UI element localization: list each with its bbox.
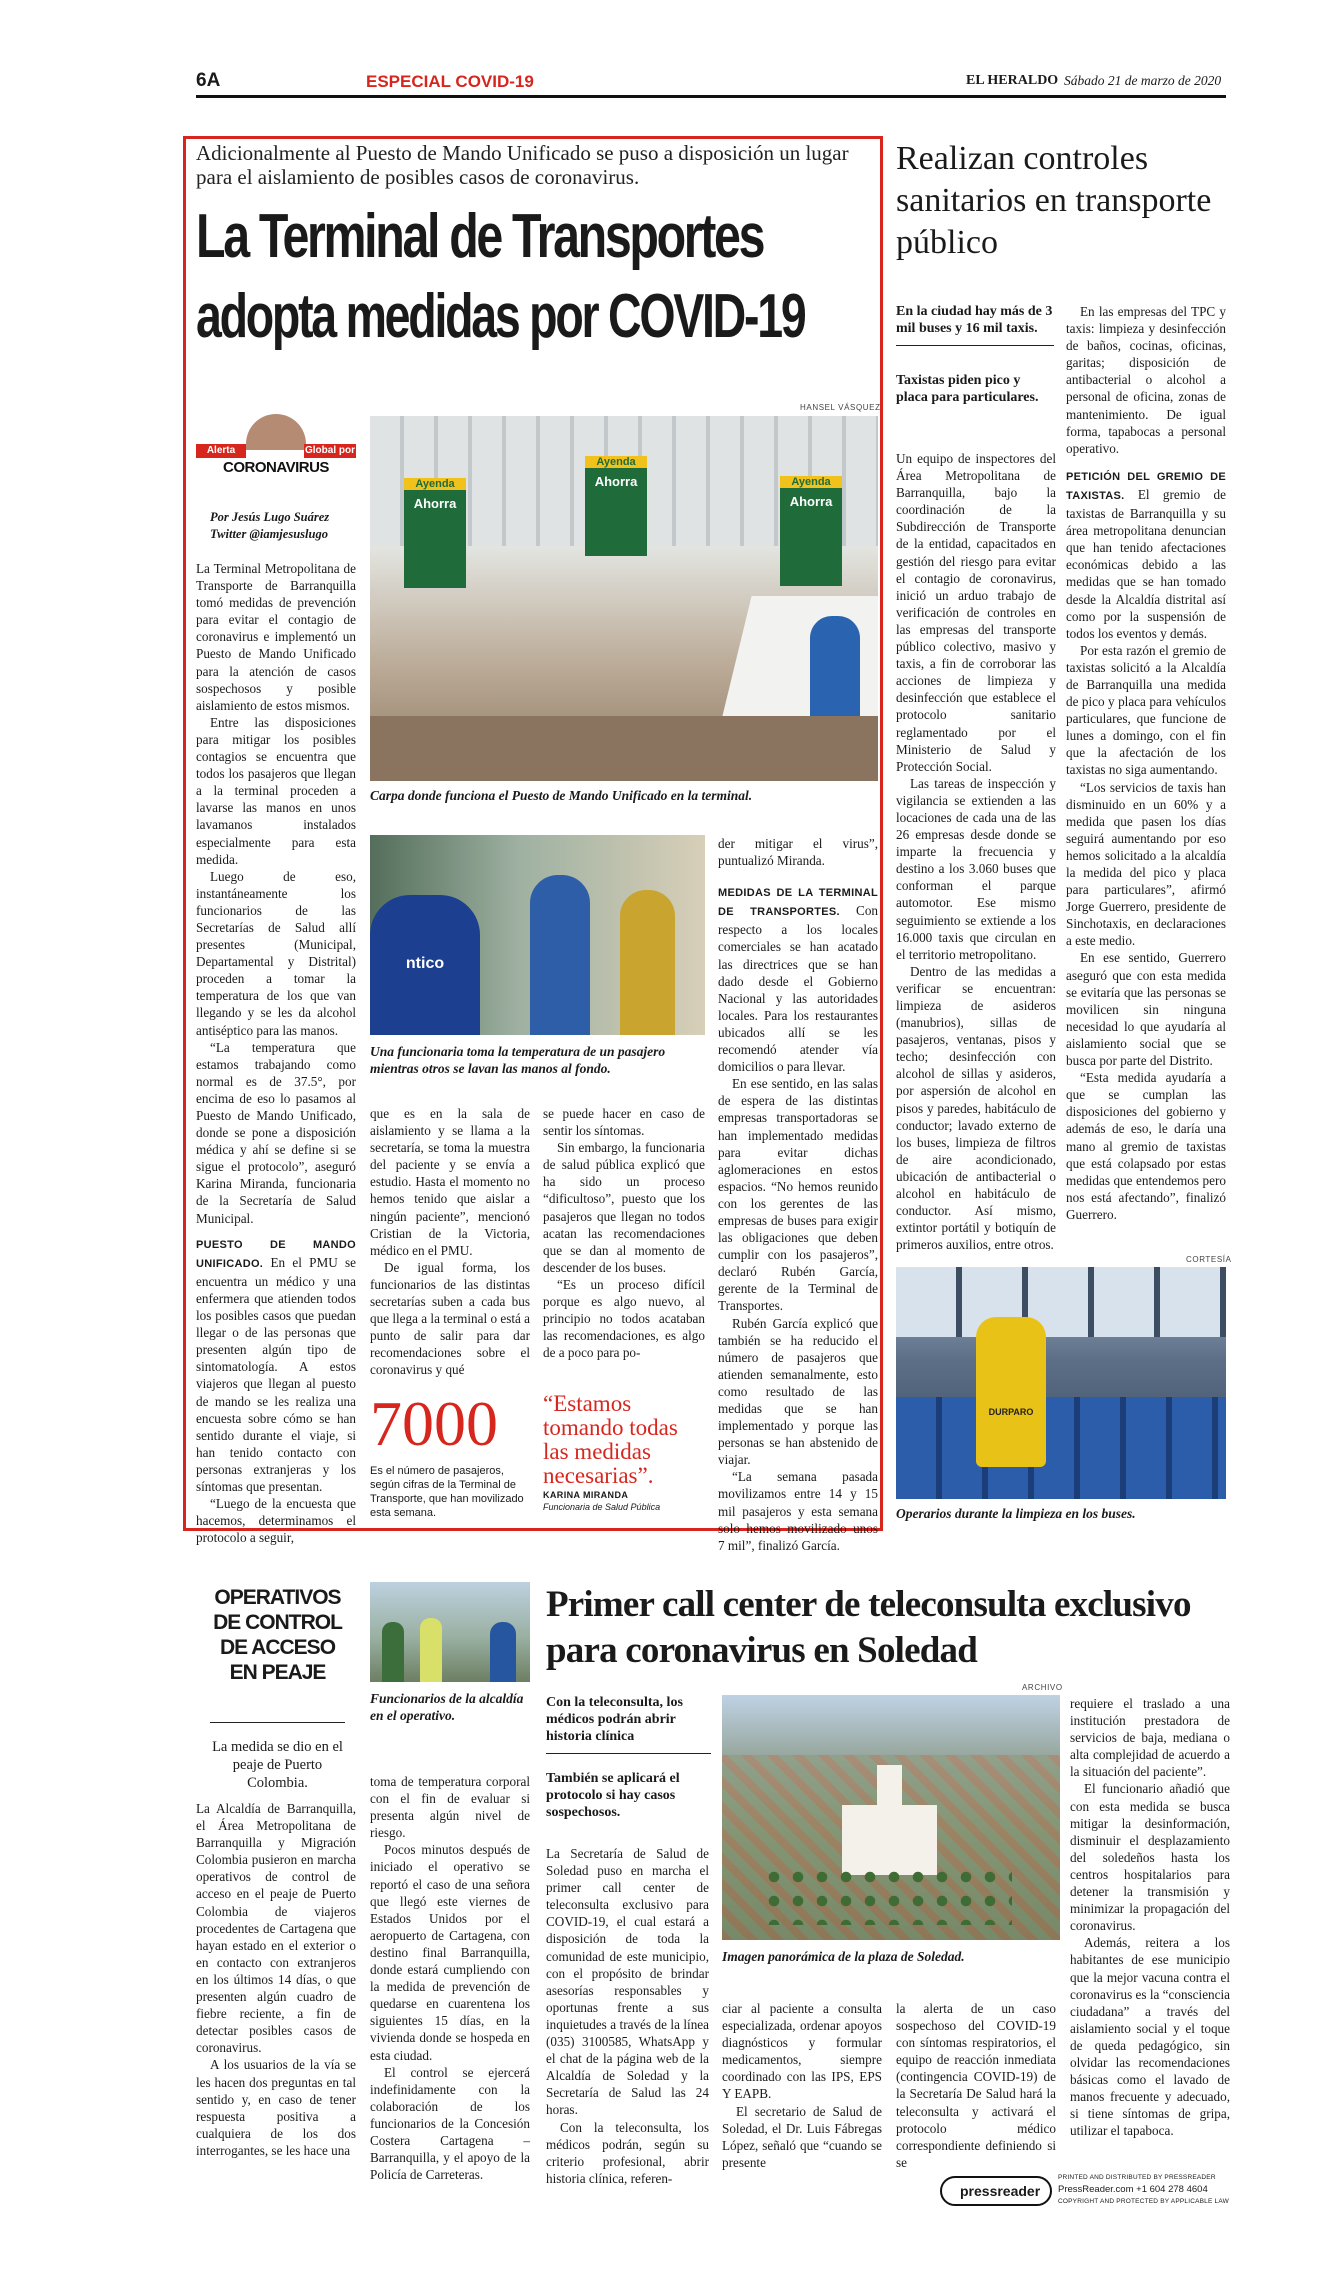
callcenter-deck-2: También se aplicará el protocolo si hay casos sospechosos. xyxy=(546,1771,680,1820)
officer xyxy=(382,1622,404,1682)
paragraph: “Luego de la encuesta que hacemos, determinamos el protocolo a seguir, xyxy=(196,1496,356,1546)
photo-caption: Imagen panorámica de la plaza de Soledad. xyxy=(722,1949,965,1964)
printed-line: PRINTED AND DISTRIBUTED BY PRESSREADER xyxy=(1058,2174,1216,2181)
paragraph: requiere el traslado a una institución prestadora de servicios de baja, mediana o alta complejidad de acuerdo a la situación del paciente”. xyxy=(1070,1696,1230,1780)
photo-credit: HANSEL VÁSQUEZ xyxy=(800,403,881,412)
paragraph: Dentro de las medidas a verificar se encuentran: limpieza de asideros (manubrios), sillas de pasajeros, ventanas, pisos y techo; desinfección con alcohol de sillas y asideros, por aspersión de alcohol en pisos y paredes, habitáculo de conductor; lavado externo de los buses, limpieza de filtros de aire acondicionado, ubicación de antibacterial o alcohol en habitáculo de conductor. Así mismo, extintor portátil y botiquín de primeros auxilios, entre otros. xyxy=(896,963,1056,1253)
paragraph: “Los servicios de taxis han disminuido en un 60% y a medida que pasen los días seguirá aumentando por eso hemos solicitado a la alcaldía la medida del pico y placa para particulares”, afirmó Jorge Guerrero, presidente de Sinchotaxis, en declaraciones a este medio. xyxy=(1066,779,1226,949)
controles-deck-2: Taxistas piden pico y placa para particulares. xyxy=(896,373,1039,405)
bus-window xyxy=(896,1267,1226,1337)
terminal-column-4 xyxy=(718,835,878,1554)
terminal-column-1 xyxy=(196,560,356,1546)
paragraph: Sin embargo, la funcionaria de salud pública explicó que ha sido un proceso “dificultoso”, puesto que los pasajeros que llegan no todos acatan las recomendaciones que se dan al momento de descender de los buses. xyxy=(543,1140,705,1275)
photo-credit: CORTESÍA xyxy=(1186,1255,1232,1264)
callcenter-headline: Primer call center de teleconsulta exclusivo para coronavirus en Soledad xyxy=(546,1584,1191,1671)
callcenter-column-3 xyxy=(896,2000,1056,2171)
section-label: ESPECIAL COVID-19 xyxy=(366,72,534,91)
paragraph: ciar al paciente a consulta especializada, ordenar apoyos diagnósticos y formular medicamentos, siempre coordinado con las IPS, EPS Y EAPB. xyxy=(722,2001,882,2102)
page-header xyxy=(196,70,1226,98)
paragraph: El secretario de Salud de Soledad, el Dr. Luis Fábregas López, señaló que “cuando se presente xyxy=(722,2103,882,2170)
peaje-headline: OPERATIVOS DE CONTROL DE ACCESO EN PEAJE xyxy=(213,1586,342,1684)
passenger-2 xyxy=(620,890,675,1035)
paragraph: Pocos minutos después de iniciado el operativo se reportó el caso de una señora que llegó este viernes de Estados Unidos por el aeropuerto de Cartagena, con destino final Barranquilla, donde estará cumpliendo con la medida de prevención de quedarse en cuarentena los siguientes 15 días, en la vivienda donde se hospeda en esta ciudad. xyxy=(370,1842,530,2063)
controles-deck-1: En la ciudad hay más de 3 mil buses y 16 mil taxis. xyxy=(896,303,1054,346)
issue-date: Sábado 21 de marzo de 2020 xyxy=(1064,73,1222,88)
paragraph: Con respecto a los locales comerciales se han acatado las directrices que se han dado desde el Gobierno Nacional y las autoridades locales. Para los restaurantes ubicados allí se les recomendó atender vía domicilios o para llevar. xyxy=(718,903,879,1075)
pressreader-footer xyxy=(940,2172,1230,2210)
subhead: PETICIÓN DEL GREMIO DE TAXISTAS. xyxy=(1066,470,1226,502)
subhead: MEDIDAS DE LA TERMINAL DE TRANSPORTES. xyxy=(718,887,878,919)
terminal-headline-line1: La Terminal de Transportes xyxy=(196,202,764,271)
paragraph: En ese sentido, en las salas de espera de las distintas empresas transportadoras se han implementado medidas para evitar dichas aglomeraciones en estos espacios. “No hemos reunido con los gerentes de las empresas de buses para exigir las obligaciones que deben cumplir con los pasajeros”, declaró Rubén García, gerente de la Terminal de Transportes. xyxy=(718,1076,878,1314)
pressreader-logo-text: pressreader xyxy=(960,2183,1041,2199)
photo-caption: Carpa donde funciona el Puesto de Mando Unificado en la terminal. xyxy=(370,788,753,803)
badge-global: Global por xyxy=(305,445,355,456)
callcenter-column-4 xyxy=(1070,1695,1230,2139)
paragraph: La Secretaría de Salud de Soledad puso en marcha el primer call center de teleconsulta exclusivo para COVID-19, el cual estará a disposición de toda la comunidad de este municipio, con el propósito de brindar asesorías responsables y oportunas frente a sus inquietudes a través de la línea (035) 3100585, WhatsApp y el chat de la página web de la Alcaldía de Soledad y la Secretaría de Salud las 24 horas. xyxy=(546,1846,709,2118)
worker-backpack: DURPARO xyxy=(976,1317,1046,1467)
paragraph: “La semana pasada movilizamos entre 14 y 15 mil pasajeros y esta semana solo hemos movilizado unos 7 mil”, finalizó García. xyxy=(718,1469,878,1553)
controles-column-2 xyxy=(1066,303,1226,1223)
floor xyxy=(370,716,878,781)
paragraph: “Esta medida ayudaría a que se cumplan las disposiciones del gobierno y además de eso, le daría una mano al gremio de taxistas que está colapsado por estas medidas que entendemos pero nos está afectando”, finalizó Guerrero. xyxy=(1066,1070,1226,1222)
terminal-column-2 xyxy=(370,1105,530,1379)
paragraph: toma de temperatura corporal con el fin de evaluar si presenta algún nivel de riesgo. xyxy=(370,1774,530,1841)
pressreader-logo xyxy=(940,2176,1052,2206)
banner-center: Ayenda Ahorra xyxy=(585,456,647,556)
temperature-check-photo xyxy=(370,835,705,1035)
photo-caption: Operarios durante la limpieza en los buses. xyxy=(896,1506,1136,1521)
byline-author: Por Jesús Lugo Suárez xyxy=(210,510,330,524)
peaje-column-2 xyxy=(370,1773,530,2183)
terminal-headline-line2: adopta medidas por COVID-19 xyxy=(196,282,805,351)
paragraph: El control se ejercerá indefinidamente con la colaboración de los funcionarios de la Concesión Costera Cartagena – Barranquilla, y el apoyo de la Policía de Carreteras. xyxy=(370,2064,530,2183)
paragraph: El gremio de taxistas de Barranquilla y su área metropolitana denuncian que han tenido afectaciones económicas debido a las medidas que se han tomado desde la Alcaldía distrital así como por la suspensión de todos los eventos y demás. xyxy=(1066,486,1226,641)
reporter-avatar xyxy=(246,414,306,450)
pull-quote: “Estamos tomando todas las medidas necesarias”. xyxy=(543,1391,678,1488)
photo-caption: Funcionarios de la alcaldía en el operativo. xyxy=(370,1691,524,1723)
stat-number: 7000 xyxy=(370,1388,498,1459)
photo-credit: ARCHIVO xyxy=(1022,1683,1063,1692)
copyright-line: COPYRIGHT AND PROTECTED BY APPLICABLE LAW xyxy=(1058,2198,1229,2205)
paragraph: Entre las disposiciones para mitigar los posibles contagios se encuentra que todos los pasajeros que llegan a la terminal proceden a lavarse las manos en unos lavamanos instalados especialmente para esta medida. xyxy=(196,714,356,867)
officer xyxy=(490,1622,516,1682)
controles-column-1 xyxy=(896,450,1056,1253)
paragraph: A los usuarios de la vía se les hacen dos preguntas en tal sentido y, en caso de tener respuesta positiva a cualquiera de los dos interrogantes, se les hace una xyxy=(196,2057,356,2158)
masthead-name: EL HERALDO xyxy=(966,73,1059,88)
page-number: 6A xyxy=(196,70,221,91)
callcenter-column-2 xyxy=(722,2000,882,2171)
coronavirus-badge xyxy=(196,414,356,476)
banner-right: Ayenda Ahorra xyxy=(780,476,842,586)
paragraph: En ese sentido, Guerrero aseguró que con esta medida se evitaría que las personas se movilicen sin ninguna necesidad lo que ayudaría al aislamiento social que se busca por parte del Distrito. xyxy=(1066,950,1226,1069)
paragraph: La Terminal Metropolitana de Transporte de Barranquilla tomó medidas de prevención para evitar el contagio de coronavirus e implementó un Puesto de Mando Unificado para la atención de casos sospechosos y posible aislamiento de estos mismos. xyxy=(196,561,356,713)
paragraph: se puede hacer en caso de sentir los síntomas. xyxy=(543,1106,705,1139)
paragraph: “La temperatura que estamos trabajando como normal es de 37.5°, por encima de eso lo pasamos al Puesto de Mando Unificado, donde se pone a disposición médica y ahí se define si se sigue el protocolo”, aseguró Karina Miranda, funcionaria de la Secretaría de Salud Municipal. xyxy=(196,1039,356,1226)
paragraph: der mitigar el virus”, puntualizó Miranda. xyxy=(718,836,878,869)
paragraph: Las tareas de inspección y vigilancia se extienden a las locaciones de cada una de las 26 empresas desde donde se imparte la frecuencia y destino a los 3.060 buses que conforman el parque automotor. Ese mismo seguimiento se extiende a los 16.000 taxis que circulan en el territorio metropolitano. xyxy=(896,775,1056,962)
paragraph: la alerta de un caso sospechoso del COVID-19 con síntomas respiratorios, el equipo de reacción inmediata (contingencia COVID-19) de la Secretaría De Salud hará la teleconsulta y activará el protocolo médico correspondiente definiendo si se xyxy=(896,2001,1056,2170)
paragraph: El funcionario añadió que con esta medida se busca mitigar la desinformación, disminuir el desplazamiento del soledeños hasta los centros hospitalarios para detener la transmisión y minimizar la propagación del coronavirus. xyxy=(1070,1781,1230,1934)
byline-twitter: Twitter @iamjesuslugo xyxy=(210,527,328,541)
church-tower xyxy=(877,1765,902,1805)
peaje-divider xyxy=(210,1722,345,1723)
paragraph: “Es un proceso difícil porque es algo nuevo, al principio no todos acataban las recomendaciones, es algo de a poco para po- xyxy=(543,1276,705,1361)
paragraph: Un equipo de inspectores del Área Metropolitana de Barranquilla, bajo la coordinación de la Subdirección de Transporte de la entidad, capacitados en gestión del riesgo para evitar el contagio de coronavirus, inició un arduo trabajo de verificación de controles en las empresas del transporte público colectivo, masivo y taxis, a fin de corroborar las acciones de limpieza y desinfección que establece el protocolo sanitario reglamentado por el Ministerio de Salud y Protección Social. xyxy=(896,451,1056,774)
peaje-column-1 xyxy=(196,1800,356,2159)
paragraph: En las empresas del TPC y taxis: limpieza y desinfección de baños, cocinas, oficinas, garitas; disposición de antibacterial o alcohol a personal de oficina, zonas de mantenimiento. De igual forma, tapabocas a personal operativo. xyxy=(1066,304,1226,456)
worker-vest: ntico xyxy=(370,895,480,1035)
seats xyxy=(896,1397,1226,1499)
quote-name: KARINA MIRANDA xyxy=(543,1490,629,1500)
bus-cleaning-photo xyxy=(896,1267,1226,1499)
photo-caption: Una funcionaria toma la temperatura de un pasajero mientras otros se lavan las manos al fondo. xyxy=(370,1044,666,1076)
paragraph: La Alcaldía de Barranquilla, el Área Metropolitana de Barranquilla y Migración Colombia pusieron en marcha operativos de control de acceso en el peaje de Puerto Colombia de viajeros procedentes de Cartagena que hayan estado en el exterior o en contacto con extranjeros en los últimos 14 días, o que presenten algún cuadro de fiebre reciente, a fin de detectar posibles casos de coronavirus. xyxy=(196,1801,356,2056)
passenger xyxy=(530,875,590,1035)
controles-headline: Realizan controles sanitarios en transporte público xyxy=(896,140,1212,261)
paragraph: Además, reitera a los habitantes de ese municipio que la mejor vacuna contra el coronavirus es la “consciencia ciudadana” a través del aislamiento social y el toque de queda pedagógico, sin olvidar las recomendaciones básicas como el lavado de manos frecuente y adecuado, si tiene síntomas de gripa, utilizar el tapaboca. xyxy=(1070,1935,1231,2139)
peaje-photo xyxy=(370,1582,530,1682)
soledad-plaza-photo xyxy=(722,1695,1060,1940)
terminal-hall-photo xyxy=(370,416,878,781)
officer xyxy=(420,1618,442,1682)
badge-coronavirus: CORONAVIRUS xyxy=(223,459,329,476)
callcenter-column-1 xyxy=(546,1845,709,2187)
paragraph: que es en la sala de aislamiento y se llama a la secretaría, se toma la muestra del paciente y se envía a estudio. Hasta el momento no hemos tenido que aislar a ningún paciente”, mencionó Cristian de la Victoria, médico en el PMU. xyxy=(370,1106,530,1258)
callcenter-deck-1: Con la teleconsulta, los médicos podrán abrir historia clínica xyxy=(546,1694,711,1754)
paragraph: Rubén García explicó que también se ha reducido el número de pasajeros que atienden semanalmente, esto como resultado de las medidas que se han implementado y porque las personas se han abstenido de viajar. xyxy=(718,1315,878,1468)
terminal-column-3 xyxy=(543,1105,705,1361)
quote-role: Funcionaria de Salud Pública xyxy=(543,1502,661,1512)
paragraph: Con la teleconsulta, los médicos podrán, según su criterio profesional, abrir historia clínica, referen- xyxy=(546,2119,709,2186)
subhead: PUESTO DE MANDO UNIFICADO. xyxy=(196,1238,356,1270)
paragraph: En el PMU se encuentra un médico y una enfermera que atienden todos los posibles casos que puedan llegar o de las personas que presenten algún tipo de sintomatología. A estos viajeros que llegan al puesto de mando se les realiza una encuesta sobre cómo se han sentido durante el viaje, si han tenido contacto con personas extranjeras y los síntomas que presentan. xyxy=(196,1254,356,1494)
peaje-deck: La medida se dio en el peaje de Puerto Colombia. xyxy=(212,1739,343,1791)
contact-line: PressReader.com +1 604 278 4604 xyxy=(1058,2184,1208,2195)
paragraph: De igual forma, los funcionarios de las distintas secretarías suben a cada bus que llega a la terminal o está a punto de salir para dar recomendaciones sobre el coronavirus y qué xyxy=(370,1259,531,1378)
banner-left: Ayenda Ahorra xyxy=(404,478,466,588)
terminal-kicker: Adicionalmente al Puesto de Mando Unificado se puso a disposición un lugar para el aislamiento de posibles casos de coronavirus. xyxy=(196,141,849,189)
badge-alerta: Alerta xyxy=(196,444,246,458)
paragraph: Por esta razón el gremio de taxistas solicitó a la Alcaldía de Barranquilla una medida de pico y placa para vehículos particulares, que funcione de lunes a domingo, con el fin que la afectación de los taxistas no siga aumentando. xyxy=(1066,642,1226,778)
stat-description: Es el número de pasajeros, según cifras de la Terminal de Transporte, que han movilizado esta semana. xyxy=(370,1465,524,1519)
paragraph: Luego de eso, instantáneamente los funcionarios de las Secretarías de Salud allí presentes (Municipal, Departamental y Distrital) proceden a tomar la temperatura de los que van llegando y se les da alcohol antiséptico para las manos. xyxy=(196,868,356,1038)
plaza-trees xyxy=(762,1865,1012,1925)
